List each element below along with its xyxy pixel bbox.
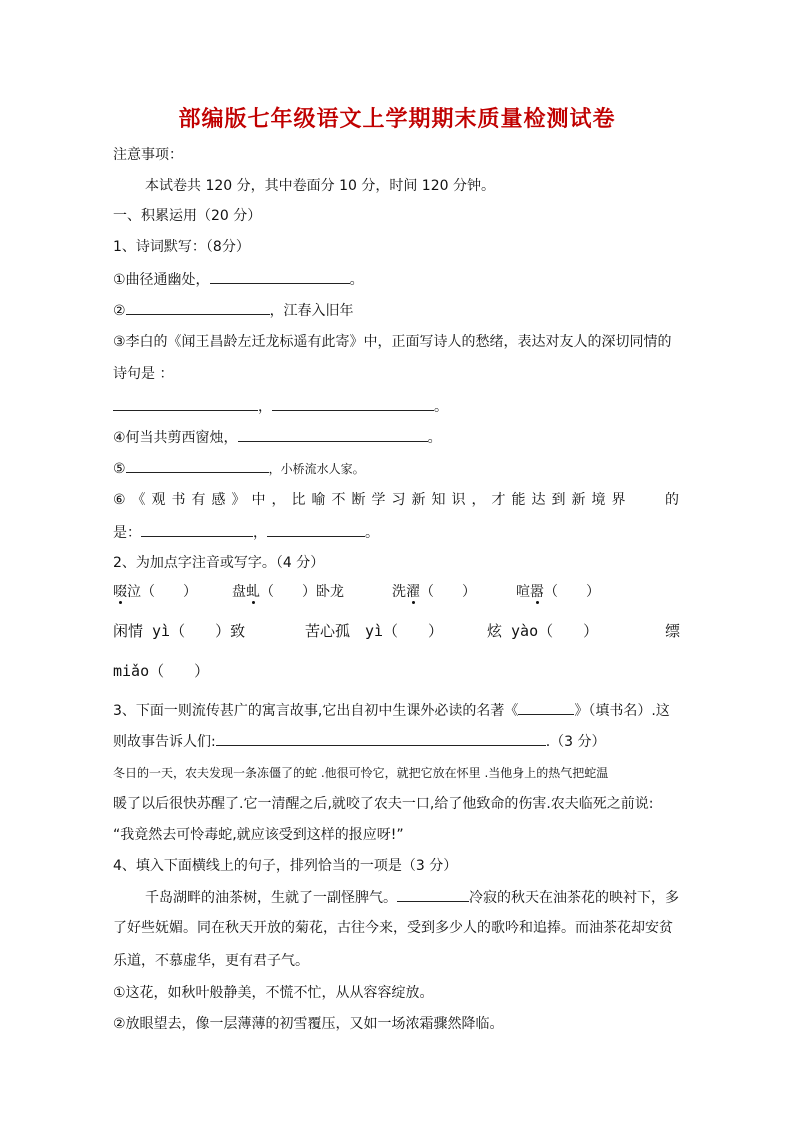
q1-item6-line2	[113, 522, 379, 543]
q2-word-3-pre: 洗	[392, 584, 406, 600]
q4-para-line2: 了好些妩媚。同在秋天开放的菊花，古往今来，受到多少人的歌吟和追捧。而油茶花却安贫	[113, 920, 673, 936]
q3-line2-end: .（3 分）	[545, 734, 606, 750]
q2-word-3-dotted: 濯	[406, 584, 420, 600]
q1-item6-line1-end: 的	[665, 492, 679, 508]
q1-item3-line2: 诗句是 ：	[113, 366, 174, 382]
q3-story-line2: 暖了以后很快苏醒了.它一清醒之后,就咬了农夫一口,给了他致命的伤害.农夫临死之前说:	[113, 796, 654, 812]
q1-item4	[113, 427, 442, 448]
q2-pinyin-2: 苦心孤 yì（ ）	[305, 622, 444, 640]
q4-option-1: ①这花，如秋叶般静美，不慌不忙，从从容容绽放。	[113, 985, 434, 1001]
q2-word-2-pre: 盘	[232, 584, 246, 600]
q1-item2-start: ②	[113, 303, 126, 319]
q1-item5-blank[interactable]	[126, 458, 269, 473]
q1-item3-end: 。	[434, 399, 448, 415]
section1-heading: 一、积累运用（20 分）	[113, 208, 262, 224]
q1-item6-label: 是：	[113, 525, 141, 541]
q1-heading: 1、诗词默写：（8分）	[113, 239, 250, 255]
q1-item3-answer	[113, 396, 448, 417]
q2-word-4-rest: （ ）	[544, 584, 600, 600]
q1-item4-end: 。	[427, 430, 442, 446]
q4-option-2: ②放眼望去，像一层薄薄的初雪覆压，又如一场浓霜骤然降临。	[113, 1016, 504, 1032]
q1-item3-line1: ③李白的《闻王昌龄左迁龙标遥有此寄》中，正面写诗人的愁绪，表达对友人的深切同情的	[113, 334, 672, 350]
q1-item6-blank2[interactable]	[267, 522, 365, 537]
notice-heading: 注意事项：	[113, 147, 183, 163]
q1-item3-mid: ，	[258, 399, 272, 415]
q1-item1-text: ①曲径通幽处，	[113, 272, 210, 288]
q1-item2-end: ，江春入旧年	[269, 303, 354, 319]
q2-word-2	[232, 582, 344, 602]
q3-line1-end: 》（填书名）.这	[574, 703, 670, 719]
q1-item2-blank[interactable]	[126, 300, 270, 315]
q3-line1	[113, 700, 670, 721]
q2-word-2-rest: （ ）卧龙	[260, 584, 344, 600]
q1-item2	[113, 300, 354, 321]
q2-word-4-dotted: 嚣	[530, 584, 544, 600]
q2-word-1-dotted: 啜	[113, 584, 127, 600]
q3-story-line1: 冬日的一天，农夫发现一条冻僵了的蛇 .他很可怜它，就把它放在怀里 .当他身上的热气把蛇温	[113, 766, 609, 780]
q1-item4-text: ④何当共剪西窗烛，	[113, 430, 238, 446]
q3-line1-text: 3、下面一则流传甚广的寓言故事,它出自初中生课外必读的名著《	[113, 703, 519, 719]
q2-word-3	[392, 582, 476, 602]
q2-word-4	[516, 582, 600, 602]
q4-para-line1-end: 冷寂的秋天在油茶花的映衬下，多	[469, 890, 679, 906]
q1-item6-end: 。	[365, 525, 379, 541]
q1-item6-blank1[interactable]	[141, 522, 253, 537]
q2-pinyin-3: 炫 yào（ ）	[487, 622, 599, 640]
q4-para-line3: 乐道，不慕虚华，更有君子气。	[113, 953, 309, 969]
notice-text: 本试卷共 120 分，其中卷面分 10 分，时间 120 分钟。	[145, 178, 495, 194]
q1-item1-blank[interactable]	[210, 269, 350, 284]
q1-item5-start: ⑤	[113, 461, 126, 477]
q2-pinyin-4: 缥	[665, 622, 681, 640]
q1-item3-blank2[interactable]	[272, 396, 434, 411]
q2-word-2-dotted: 虬	[246, 584, 260, 600]
q2-heading: 2、为加点字注音或写字。（4 分）	[113, 555, 325, 571]
q3-book-blank[interactable]	[518, 700, 574, 715]
q2-word-1	[113, 582, 197, 602]
q1-item3-blank1[interactable]	[113, 396, 258, 411]
q4-para-line1-text: 千岛湖畔的油茶树，生就了一副怪脾气。	[145, 890, 397, 906]
q2-word-4-pre: 喧	[516, 584, 530, 600]
q1-item5	[113, 458, 365, 479]
q3-line2	[113, 731, 606, 752]
q2-pinyin-1: 闲情 yì（ ）致	[113, 622, 246, 640]
q2-word-1-rest: 泣（ ）	[127, 584, 197, 600]
q1-item6-mid: ，	[253, 525, 267, 541]
q1-item6-line1: ⑥《观书有感》中，比喻不断学习新知识，才能达到新境界	[113, 492, 632, 508]
q4-heading: 4、填入下面横线上的句子，排列恰当的一项是（3 分）	[113, 858, 458, 874]
q3-lesson-blank[interactable]	[216, 731, 546, 746]
q1-item5-end: ，小桥流水人家。	[268, 462, 365, 476]
q1-item1	[113, 269, 364, 290]
q2-word-3-rest: （ ）	[420, 584, 476, 600]
q1-item1-end: 。	[349, 272, 364, 288]
q3-line2-text: 则故事告诉人们:	[113, 734, 216, 750]
q3-story-line3: “我竟然去可怜毒蛇,就应该受到这样的报应呀!”	[113, 827, 404, 843]
q4-para-line1	[145, 887, 679, 908]
q1-item4-blank[interactable]	[238, 427, 428, 442]
q2-pinyin-4-cont: miǎo（ ）	[113, 662, 210, 680]
q4-blank[interactable]	[397, 887, 469, 902]
exam-title: 部编版七年级语文上学期期末质量检测试卷	[178, 106, 616, 132]
